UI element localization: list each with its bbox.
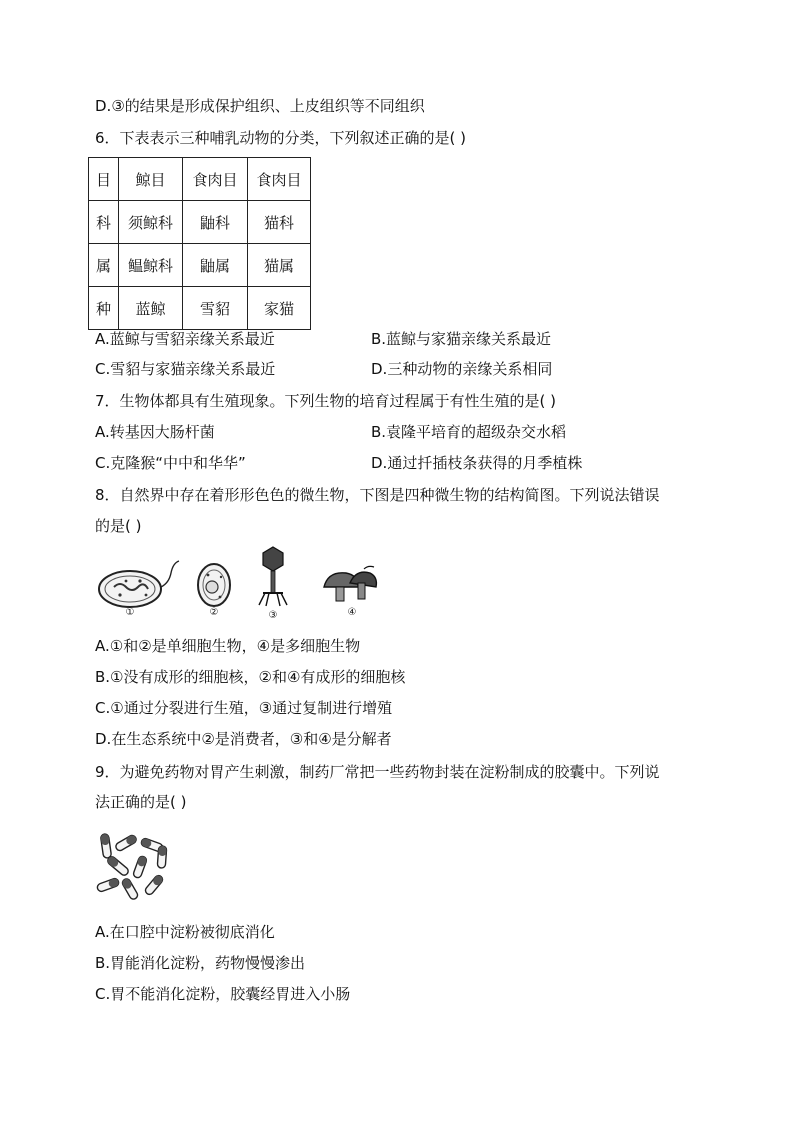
table-cell: 鳁鲸科 bbox=[119, 244, 183, 287]
q8-option-a: A.①和②是单细胞生物，④是多细胞生物 bbox=[95, 637, 361, 655]
table-cell: 须鲸科 bbox=[119, 201, 183, 244]
q7-option-a: A.转基因大肠杆菌 bbox=[95, 423, 215, 441]
table-cell: 属 bbox=[89, 244, 119, 287]
table-cell: 种 bbox=[89, 287, 119, 330]
table-cell: 蓝鲸 bbox=[119, 287, 183, 330]
figure-label: ② bbox=[209, 607, 219, 618]
q8-stem-line2: 的是( ) bbox=[95, 517, 142, 535]
figure-label: ③ bbox=[268, 610, 278, 621]
table-cell: 鼬属 bbox=[183, 244, 248, 287]
q9-stem-line1: 9．为避免药物对胃产生刺激，制药厂常把一些药物封装在淀粉制成的胶囊中。下列说 bbox=[95, 763, 660, 781]
q8-option-b: B.①没有成形的细胞核，②和④有成形的细胞核 bbox=[95, 668, 406, 686]
q6-option-c: C.雪貂与家猫亲缘关系最近 bbox=[95, 360, 276, 378]
q9-stem-line2: 法正确的是( ) bbox=[95, 793, 187, 811]
q6-option-d: D.三种动物的亲缘关系相同 bbox=[371, 360, 553, 378]
capsules-figure bbox=[96, 828, 176, 906]
q7-stem: 7．生物体都具有生殖现象。下列生物的培育过程属于有性生殖的是( ) bbox=[95, 392, 557, 410]
virus-drawing bbox=[259, 547, 287, 606]
q8-option-c: C.①通过分裂进行生殖，③通过复制进行增殖 bbox=[95, 699, 393, 717]
table-cell: 食肉目 bbox=[248, 158, 311, 201]
q8-option-d: D.在生态系统中②是消费者，③和④是分解者 bbox=[95, 730, 392, 748]
table-row bbox=[89, 158, 311, 201]
classification-table bbox=[88, 157, 311, 330]
bacterium-drawing bbox=[99, 561, 179, 607]
table-cell: 雪貂 bbox=[183, 287, 248, 330]
q5-option-d: D.③的结果是形成保护组织、上皮组织等不同组织 bbox=[95, 97, 425, 115]
q6-stem: 6．下表表示三种哺乳动物的分类，下列叙述正确的是( ) bbox=[95, 129, 467, 147]
table-cell: 猫属 bbox=[248, 244, 311, 287]
q7-option-c: C.克隆猴“中中和华华” bbox=[95, 454, 246, 472]
q6-option-a: A.蓝鲸与雪貂亲缘关系最近 bbox=[95, 330, 275, 348]
table-row bbox=[89, 201, 311, 244]
q7-option-d: D.通过扦插枝条获得的月季植株 bbox=[371, 454, 583, 472]
microorganisms-figure bbox=[96, 543, 386, 623]
q8-stem-line1: 8．自然界中存在着形形色色的微生物，下图是四种微生物的结构简图。下列说法错误 bbox=[95, 486, 660, 504]
table-cell: 鲸目 bbox=[119, 158, 183, 201]
q9-option-b: B.胃能消化淀粉，药物慢慢渗出 bbox=[95, 954, 306, 972]
table-cell: 家猫 bbox=[248, 287, 311, 330]
figure-label: ④ bbox=[347, 607, 357, 618]
yeast-drawing bbox=[198, 564, 230, 606]
table-cell: 鼬科 bbox=[183, 201, 248, 244]
q7-option-b: B.袁隆平培育的超级杂交水稻 bbox=[371, 423, 567, 441]
figure-label: ① bbox=[125, 607, 135, 618]
q6-option-b: B.蓝鲸与家猫亲缘关系最近 bbox=[371, 330, 552, 348]
q9-option-a: A.在口腔中淀粉被彻底消化 bbox=[95, 923, 275, 941]
mushroom-drawing bbox=[324, 566, 376, 601]
table-cell: 目 bbox=[89, 158, 119, 201]
table-cell: 食肉目 bbox=[183, 158, 248, 201]
table-row bbox=[89, 287, 311, 330]
table-cell: 科 bbox=[89, 201, 119, 244]
q9-option-c: C.胃不能消化淀粉，胶囊经胃进入小肠 bbox=[95, 985, 351, 1003]
table-cell: 猫科 bbox=[248, 201, 311, 244]
table-row bbox=[89, 244, 311, 287]
